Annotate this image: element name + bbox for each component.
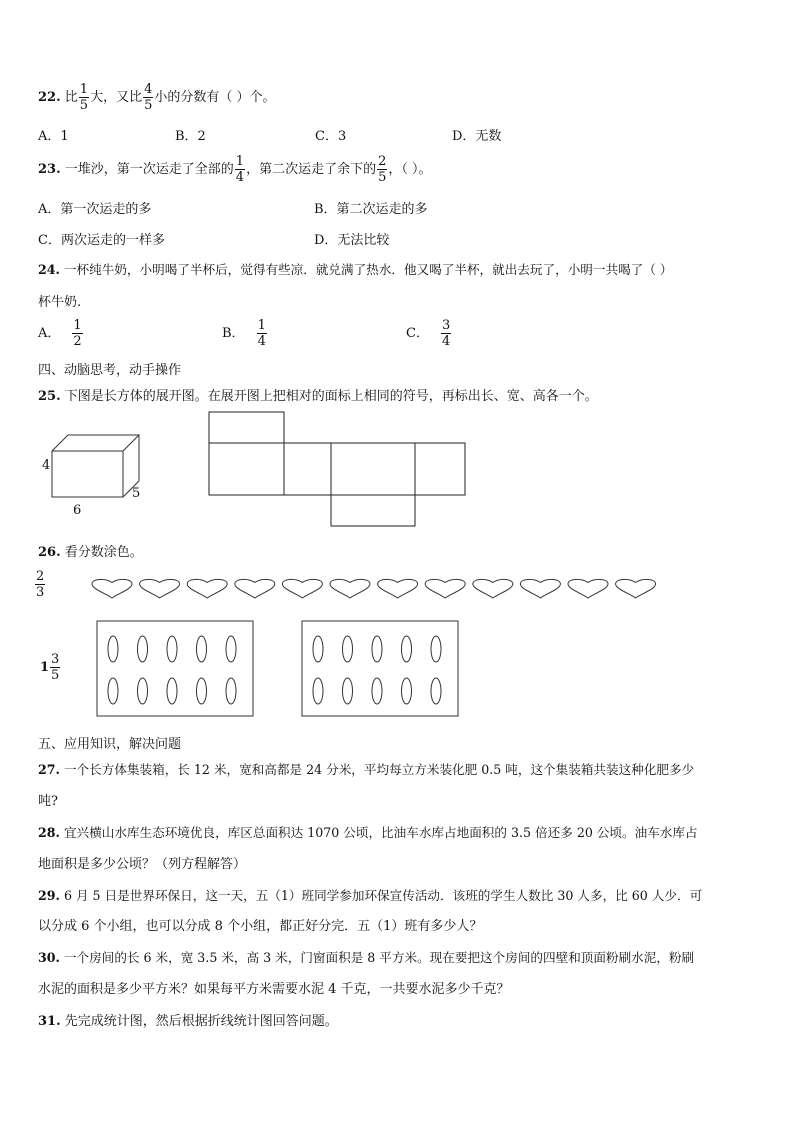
fraction: $\frac{1}{4}$ — [235, 154, 245, 185]
oval-shape[interactable] — [372, 678, 382, 704]
q23-option-a[interactable]: A．第一次运走的多 — [38, 202, 152, 217]
q31-stem: 31. 先完成统计图，然后根据折线统计图回答问题。 — [38, 1014, 338, 1029]
section-4-heading: 四、动脑思考，动手操作 — [38, 363, 182, 378]
q30-line1: 30. 一个房间的长 6 米，宽 3.5 米，高 3 米，门窗面积是 8 平方米。现在要把这个房间的四壁和顶面粉刷水泥，粉刷 — [38, 950, 695, 965]
q22-option-d[interactable]: D．无数 — [452, 129, 502, 144]
q24-line2: 杯牛奶. — [38, 295, 82, 310]
section-5-heading: 五、应用知识，解决问题 — [38, 737, 182, 752]
oval-shape[interactable] — [372, 636, 382, 662]
q29-line1: 29. 6 月 5 日是世界环保日，这一天，五（1）班同学参加环保宣传活动．该班的学生人数比 30 人多，比 60 人少．可 — [38, 888, 703, 903]
oval-shape[interactable] — [226, 636, 236, 662]
q25-stem: 25. 下图是长方体的展开图。在展开图上把相对的面标上相同的符号，再标出长、宽、高各一个。 — [38, 389, 598, 404]
q26-mixed-number: 1 $\frac{3}{5}$ — [40, 652, 60, 683]
q24-option-a[interactable]: A． $\frac{1}{2}$ — [38, 318, 82, 349]
q22-option-b[interactable]: B．2 — [175, 129, 206, 144]
q25-number: 25. — [38, 389, 61, 404]
q23-option-b[interactable]: B．第二次运走的多 — [314, 202, 428, 217]
oval-shape[interactable] — [402, 636, 412, 662]
fraction: $\frac{4}{5}$ — [144, 82, 153, 113]
q27-line2: 吨? — [38, 794, 58, 809]
fraction: $\frac{2}{5}$ — [378, 154, 387, 185]
oval-shape[interactable] — [138, 636, 148, 662]
q22-option-c[interactable]: C．3 — [315, 129, 347, 144]
q27-line1: 27. 一个长方体集装箱，长 12 米，宽和高都是 24 分米，平均每立方米装化肥 0.5 吨，这个集装箱共装这种化肥多少 — [38, 762, 695, 777]
cuboid-width-label: 5 — [132, 486, 141, 501]
q22-stem: 22. 比 $\frac{1}{5}$ 大，又比 $\frac{4}{5}$ 小的分数有（ ）个。 — [38, 82, 276, 113]
q22-option-a[interactable]: A．1 — [38, 129, 69, 144]
oval-shape[interactable] — [167, 678, 177, 704]
oval-shape[interactable] — [226, 678, 236, 704]
oval-shape[interactable] — [313, 636, 323, 662]
q26-fraction-two-thirds: $\frac{2}{3}$ — [36, 569, 45, 600]
q23-number: 23. — [38, 162, 61, 177]
oval-shape[interactable] — [197, 636, 207, 662]
q24-option-b[interactable]: B． $\frac{1}{4}$ — [222, 318, 266, 349]
oval-shape[interactable] — [402, 678, 412, 704]
cuboid-length-label: 6 — [73, 503, 82, 518]
q26-stem: 26. 看分数涂色。 — [38, 545, 143, 560]
oval-shape[interactable] — [197, 678, 207, 704]
q30-line2: 水泥的面积是多少平方米？如果每平方米需要水泥 4 千克，一共要水泥多少千克？ — [38, 982, 510, 997]
q23-option-c[interactable]: C．两次运走的一样多 — [38, 233, 165, 248]
q23-option-d[interactable]: D．无法比较 — [314, 233, 390, 248]
cuboid-height-label: 4 — [42, 458, 51, 473]
oval-shape[interactable] — [313, 678, 323, 704]
oval-shape[interactable] — [343, 678, 353, 704]
q28-line2: 地面积是多少公顷？（列方程解答） — [38, 857, 247, 872]
q24-option-c[interactable]: C． $\frac{3}{4}$ — [406, 318, 451, 349]
q26-number: 26. — [38, 545, 61, 560]
oval-shape[interactable] — [108, 678, 118, 704]
q24-line1: 24. 一杯纯牛奶，小明喝了半杯后，觉得有些凉．就兑满了热水．他又喝了半杯，就出去玩了，小明一共喝了（ ） — [38, 262, 673, 277]
q23-stem: 23. 一堆沙，第一次运走了全部的 $\frac{1}{4}$ ，第二次运走了余下的 $\frac{2}{5}$ ，（ ）。 — [38, 154, 432, 185]
fraction: $\frac{1}{5}$ — [79, 82, 89, 113]
q24-number: 24. — [38, 262, 60, 277]
oval-shape[interactable] — [108, 636, 118, 662]
oval-shape[interactable] — [343, 636, 353, 662]
oval-shape[interactable] — [167, 636, 177, 662]
q29-line2: 以分成 6 个小组，也可以分成 8 个小组，都正好分完．五（1）班有多少人？ — [38, 919, 483, 934]
oval-shape[interactable] — [431, 678, 441, 704]
q28-line1: 28. 宜兴横山水库生态环境优良，库区总面积达 1070 公顷，比油车水库占地面积的 3.5 倍还多 20 公顷。油车水库占 — [38, 825, 698, 840]
oval-shape[interactable] — [138, 678, 148, 704]
oval-shape[interactable] — [431, 636, 441, 662]
q22-number: 22. — [38, 90, 61, 105]
